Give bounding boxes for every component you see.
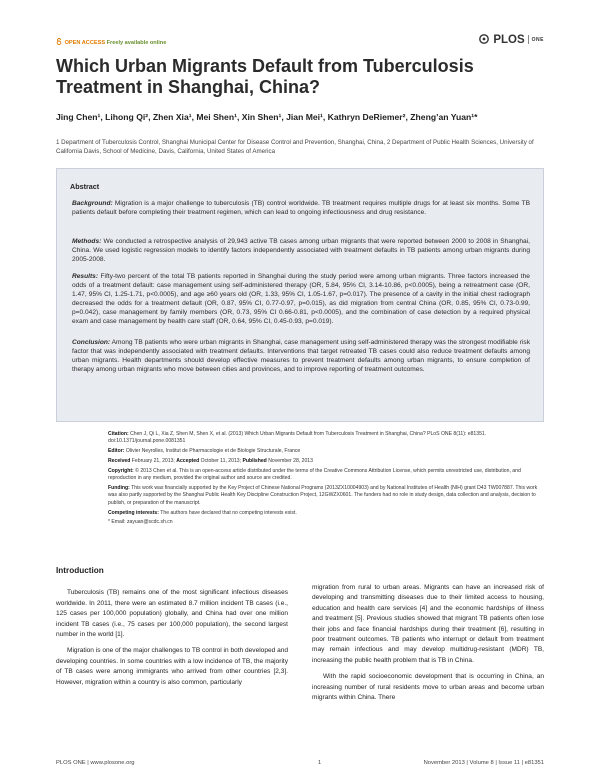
received-date: February 21, 2013; bbox=[131, 458, 175, 464]
competing-label: Competing interests: bbox=[108, 509, 159, 516]
background-text: Migration is a major challenge to tuberculosis (TB) control worldwide. TB treatment requires multiple drugs for at least six months. Some TB patients default before completing their treatment regimen, which can lead to ongoing infectiousness and drug resistance. bbox=[72, 200, 530, 217]
intro-paragraph-2: Migration is one of the major challenges to TB control in both developed and developing countries. In some countries with a low incidence of TB, the majority of TB cases were among immigrants who arrived from other countries [2,3]. However, migration within a country is also common, particularly bbox=[56, 647, 288, 686]
conclusion-text: Among TB patients who were urban migrants in Shanghai, case management using self-administered therapy was the strongest modifiable risk factor that was independently associated with treatment defaults. Interventions that target retreated TB cases could also reduce treatment defaults among urban migrants. Health departments should develop effective measures to prevent treatment defaults among urban migrants, to ensure completion of therapy among urban migrants who move between cities and provinces, and to improve reporting of treatment outcomes. bbox=[72, 339, 530, 374]
footer-issue: November 2013 | Volume 8 | Issue 11 | e81351 bbox=[423, 760, 544, 766]
plos-one-logo bbox=[479, 34, 544, 46]
accepted-date: October 11, 2013; bbox=[200, 458, 242, 464]
footer-journal: PLOS ONE | www.plosone.org bbox=[56, 760, 135, 766]
journal-header bbox=[56, 34, 544, 52]
body-column-left bbox=[56, 566, 288, 694]
page-number: 1 bbox=[318, 760, 322, 766]
plos-logo-icon bbox=[479, 34, 489, 44]
article-title: Which Urban Migrants Default from Tuberculosis Treatment in Shanghai, China? bbox=[56, 56, 474, 97]
conclusion-label: Conclusion: bbox=[72, 339, 111, 346]
citation bbox=[108, 431, 544, 446]
citation-label: Citation: bbox=[108, 431, 129, 437]
copyright bbox=[108, 468, 544, 483]
introduction-heading: Introduction bbox=[56, 566, 104, 575]
published-label: Published bbox=[242, 458, 267, 464]
background-label: Background: bbox=[72, 200, 113, 207]
abstract-methods bbox=[72, 237, 530, 264]
copyright-text: © 2013 Chen et al. This is an open-access article distributed under the terms of the Creative Commons Attribution License, which permits unrestricted use, distribution, and reproduction in any medium, provided the original author and source are credited. bbox=[108, 467, 521, 482]
abstract-background bbox=[72, 199, 530, 217]
received-label: Received bbox=[108, 458, 131, 464]
freely-available-label: Freely available online bbox=[106, 40, 167, 46]
intro-paragraph-4: With the rapid socioeconomic development that is occurring in China, an increasing number of rural residents move to urban areas and become urban migrants within China. There bbox=[312, 673, 544, 702]
open-access-banner bbox=[56, 38, 166, 46]
competing-text: The authors have declared that no competing interests exist. bbox=[160, 509, 297, 516]
citation-text: Chen J, Qi L, Xia Z, Shen M, Shen X, et al. (2013) Which Urban Migrants Default from Tuberculosis Treatment in Shanghai, China? PLoS ONE 8(11): e81351. doi:10.1371/journal.pone.0081351 bbox=[108, 431, 487, 445]
funding-label: Funding: bbox=[108, 485, 130, 491]
author-list: Jing Chen¹, Lihong Qi², Zhen Xia¹, Mei Shen¹, Xin Shen¹, Jian Mei¹, Kathryn DeRiemer², Zheng’an Yuan¹* bbox=[56, 112, 478, 122]
plos-logo-text: PLOS bbox=[493, 34, 525, 46]
methods-label: Methods: bbox=[72, 238, 102, 245]
funding-text: This work was financially supported by the Key Project of Chinese National Programs (2013ZX10004903) and by National Institutes of Health (NIH) grant D43 TW007887. This work was also partly supported by the Shanghai Public Health Key Discipline Construction Project, 12GWZX0601. The funders had no role in study design, data collection and analysis, decision to publish, or preparation of the manuscript. bbox=[108, 485, 538, 506]
abstract-box bbox=[56, 168, 544, 422]
funding bbox=[108, 485, 544, 507]
dates bbox=[108, 458, 544, 465]
copyright-label: Copyright: bbox=[108, 467, 134, 474]
abstract-heading: Abstract bbox=[70, 182, 100, 191]
accepted-label: Accepted bbox=[176, 458, 200, 464]
published-date: November 28, 2013 bbox=[268, 458, 313, 464]
competing-interests bbox=[108, 510, 544, 517]
results-text: Fifty-two percent of the total TB patients reported in Shanghai during the study period were among urban migrants. Three factors increased the odds of a treatment default: case management using self-administered therapy (OR, 5.84, 95% CI, 3.14-10.86, p<0.0005), being a retreatment case (OR, 1.47, 95% CI, 1.25-1.71, p<0.0005), and age ≥60 years old (OR, 1.33, 95% CI, 1.05-1.67, p=0.017). The presence of a cavity in the initial chest radiograph decreased the odds for a treatment default (OR, 0.87, 95% CI, 0.77-0.97, p=0.015), as did migration from central China (OR, 0.85, 95% CI, 0.73-0.99, p=0.042), case management by family members (OR, 0.73, 95% CI 0.66-0.81, p<0.0005), and the combination of case detection by a required physical exam and case management by health care staff (OR, 0.64, 95% CI, 0.45-0.93, p=0.019). bbox=[72, 273, 530, 326]
intro-paragraph-1: Tuberculosis (TB) remains one of the most significant infectious diseases worldwide. In 2011, there were an estimated 8.7 million incident TB cases (i.e., 125 cases per 100,000 population) globally, and China had over one million incident TB cases (i.e., 75 cases per 100,000 population), the second largest number in the world [1]. bbox=[56, 589, 288, 639]
abstract-conclusion bbox=[72, 338, 530, 374]
intro-paragraph-3: migration from rural to urban areas. Migrants can have an increased risk of developing and transmitting diseases due to their limited access to housing, education and health care services [4] and the economic hardships of illness and treatment [5]. Previous studies showed that migrant TB patients often lose their jobs and face financial hardships during their treatment [6], resulting in poor treatment outcomes. TB patients who interrupt or default from treatment may remain infectious and may develop multidrug-resistant (MDR) TB, increasing the public health problem that is TB in China. bbox=[312, 584, 544, 664]
corresponding-email: * Email: zayuan@scdc.sh.cn bbox=[108, 519, 173, 526]
abstract-results bbox=[72, 272, 530, 327]
methods-text: We conducted a retrospective analysis of 29,943 active TB cases among urban migrants that were reported between 2000 to 2008 in Shanghai, China. We used logistic regression models to identify factors independently associated with treatment defaults in TB patients among urban migrants during 2005-2008. bbox=[72, 238, 530, 264]
editor-text: Olivier Neyrolles, Institut de Pharmacologie et de Biologie Structurale, France bbox=[125, 448, 301, 455]
editor-label: Editor: bbox=[108, 448, 125, 455]
open-access-label: OPEN ACCESS bbox=[64, 40, 106, 46]
body-column-right bbox=[312, 583, 544, 709]
one-logo-text: ONE bbox=[531, 37, 544, 43]
editor bbox=[108, 448, 544, 455]
results-label: Results: bbox=[72, 273, 99, 280]
affiliations: 1 Department of Tuberculosis Control, Shanghai Municipal Center for Disease Control and Prevention, Shanghai, China, 2 Department of Public Health Sciences, University of California Davis, School of Medicine, Davis, California, United States of America bbox=[56, 139, 534, 156]
open-access-lock-icon bbox=[56, 38, 62, 45]
article-metadata bbox=[108, 431, 544, 529]
